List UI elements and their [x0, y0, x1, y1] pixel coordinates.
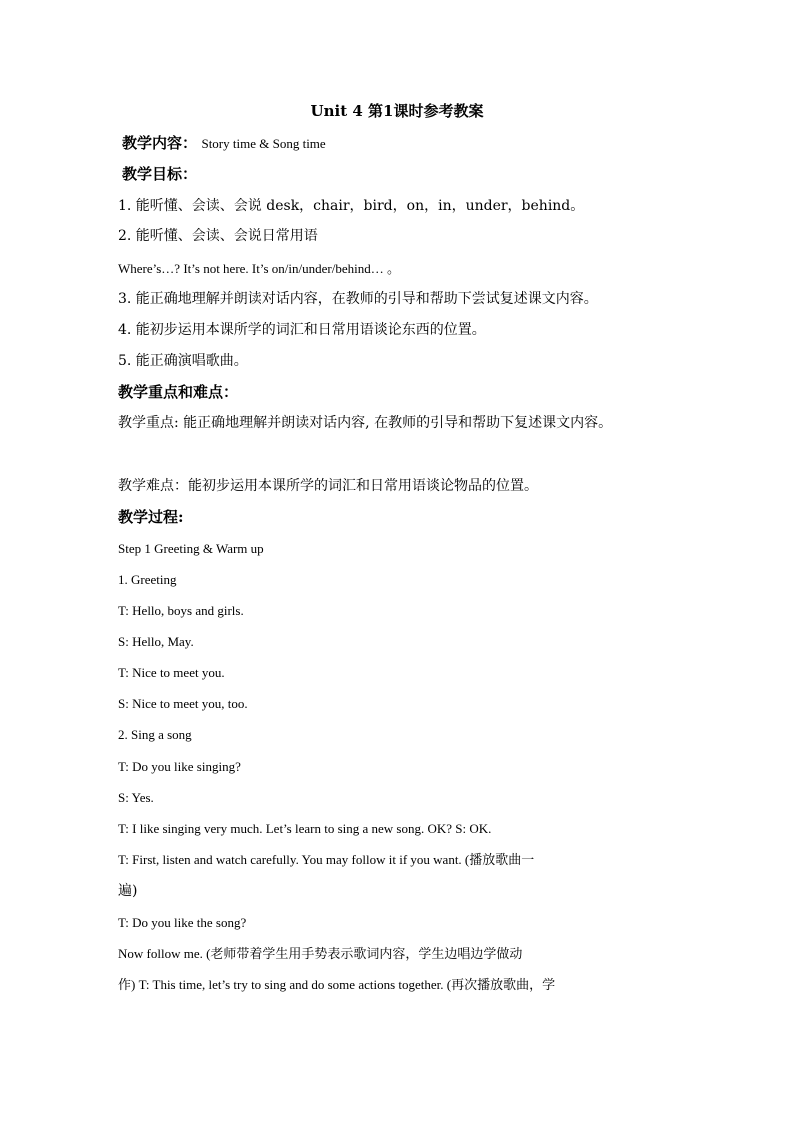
content-value: Story time & Song time: [201, 136, 326, 151]
objective-item: 1. 能听懂、会读、会说 desk，chair，bird，on，in，under，behind。: [118, 198, 585, 214]
process-heading: 教学过程:: [118, 508, 184, 526]
process-line: S: Hello, May.: [118, 634, 194, 649]
difficulty-text: 教学难点：能初步运用本课所学的词汇和日常用语谈论物品的位置。: [118, 478, 538, 494]
process-line: Now follow me. (老师带着学生用手势表示歌词内容，学生边唱边学做动: [118, 946, 523, 961]
process-line: T: Hello, boys and girls.: [118, 603, 244, 618]
page-title: Unit 4 第1课时参考教案: [310, 102, 484, 120]
content-label: 教学内容：: [122, 134, 198, 152]
process-line: 1. Greeting: [118, 572, 177, 587]
process-line: 遍): [118, 883, 138, 899]
process-line: T: I like singing very much. Let’s learn to sing a new song. OK? S: OK.: [118, 821, 492, 836]
process-line: T: Do you like singing?: [118, 759, 241, 774]
objective-item: 4. 能初步运用本课所学的词汇和日常用语谈论东西的位置。: [118, 322, 486, 338]
keypoints-heading: 教学重点和难点：: [118, 383, 239, 401]
process-line: T: First, listen and watch carefully. You may follow it if you want. (播放歌曲一: [118, 852, 535, 867]
process-line: T: Nice to meet you.: [118, 665, 225, 680]
objective-item: 3. 能正确地理解并朗读对话内容，在教师的引导和帮助下尝试复述课文内容。: [118, 291, 598, 307]
objective-item: Where’s…? It’s not here. It’s on/in/under/behind… 。: [118, 261, 400, 276]
process-line: S: Yes.: [118, 790, 154, 805]
process-line: Step 1 Greeting & Warm up: [118, 541, 264, 556]
objective-item: 2. 能听懂、会读、会说日常用语: [118, 228, 318, 244]
objectives-heading: 教学目标：: [122, 165, 198, 183]
process-line: T: Do you like the song?: [118, 915, 247, 930]
process-line: S: Nice to meet you, too.: [118, 696, 248, 711]
objective-item: 5. 能正确演唱歌曲。: [118, 353, 248, 369]
process-line: 2. Sing a song: [118, 727, 192, 742]
content-line: [122, 133, 326, 154]
keypoint-text: 教学重点: 能正确地理解并朗读对话内容, 在教师的引导和帮助下复述课文内容。: [118, 415, 613, 431]
process-line: 作) T: This time, let’s try to sing and do some actions together. (再次播放歌曲，学: [118, 977, 556, 992]
